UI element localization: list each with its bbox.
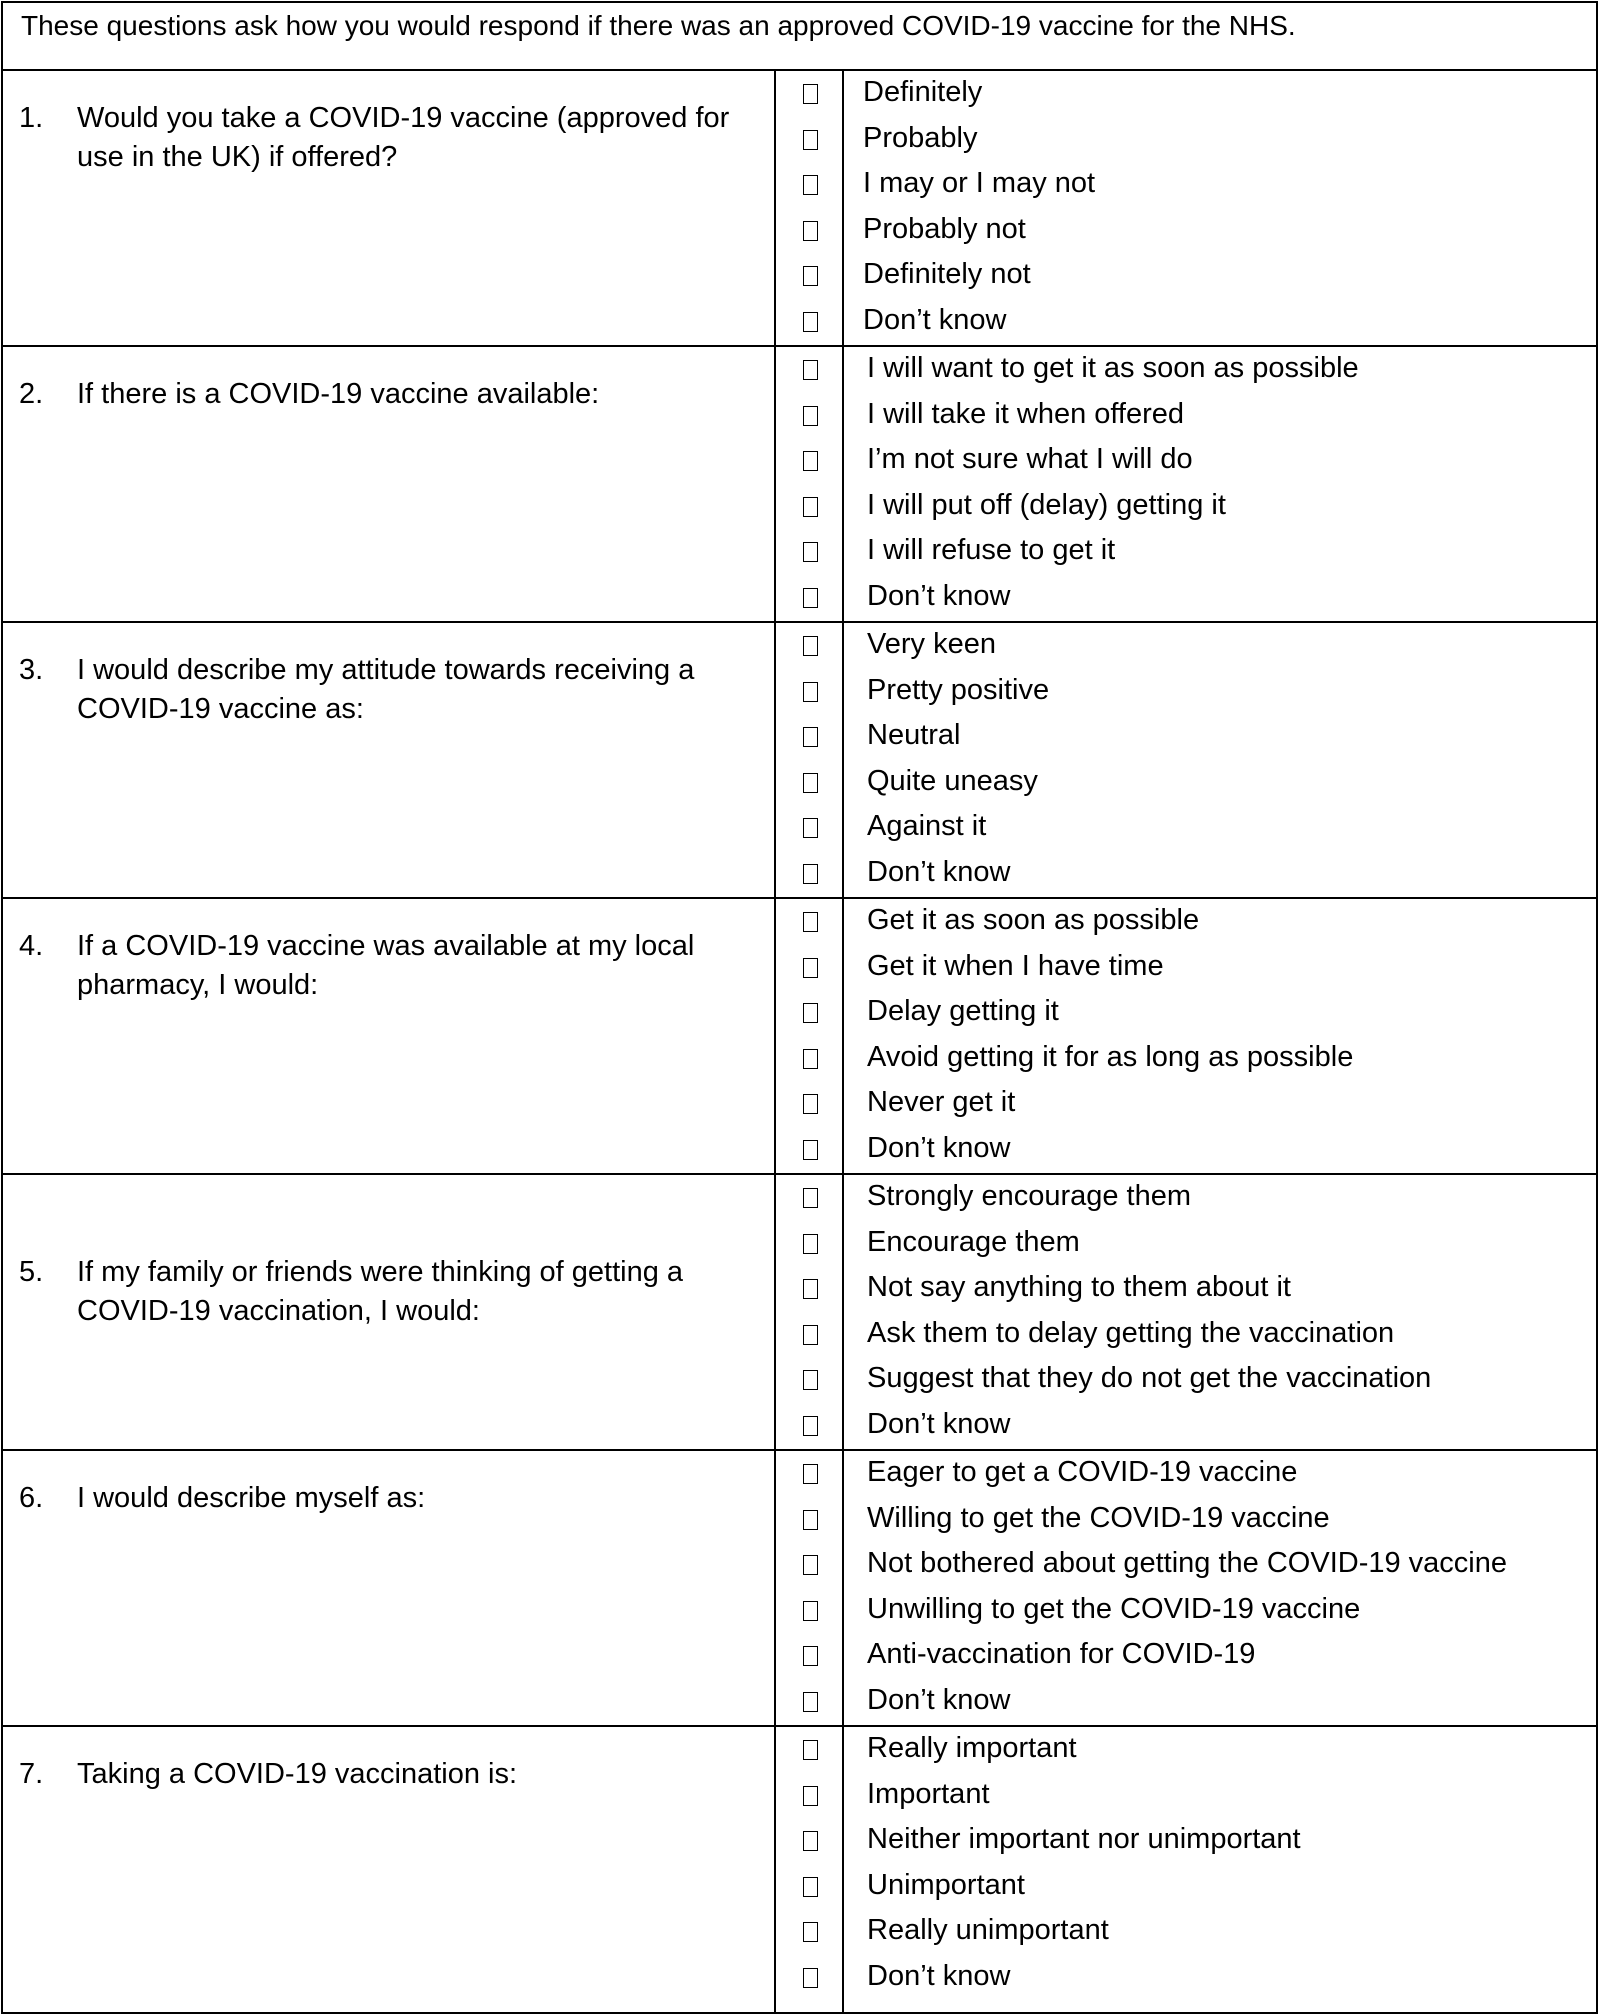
answer-option <box>3 1359 1596 1405</box>
answer-option <box>3 1544 1596 1590</box>
answer-option <box>3 1453 1596 1499</box>
answer-option-label: Don’t know <box>867 1132 1011 1164</box>
answer-checkbox[interactable] <box>803 1234 818 1254</box>
answer-option <box>3 301 1596 347</box>
answer-option-label: Definitely <box>863 76 983 108</box>
answer-option <box>3 119 1596 165</box>
answer-checkbox[interactable] <box>803 958 818 978</box>
answer-option-label: Probably <box>863 121 978 154</box>
question-row-2 <box>3 347 1596 623</box>
answer-checkbox[interactable] <box>803 1877 818 1897</box>
question-number: 1. <box>19 102 44 134</box>
answer-option <box>3 853 1596 899</box>
answer-checkbox[interactable] <box>803 682 818 702</box>
answer-option-label: I will want to get it as soon as possible <box>867 352 1359 384</box>
answer-checkbox[interactable] <box>803 1188 818 1208</box>
answer-option <box>3 1083 1596 1129</box>
answer-checkbox[interactable] <box>803 1740 818 1760</box>
answer-option <box>3 577 1596 623</box>
question-text: Would you take a COVID-19 vaccine (approved for use in the UK) if offered? <box>77 102 730 173</box>
answer-option <box>3 486 1596 532</box>
answer-checkbox[interactable] <box>803 266 818 286</box>
answer-checkbox[interactable] <box>803 1646 818 1666</box>
answer-option <box>3 1405 1596 1451</box>
answer-checkbox[interactable] <box>803 130 818 150</box>
answer-option <box>3 1268 1596 1314</box>
question-text: If my family or friends were thinking of getting a COVID-19 vaccination, I would: <box>77 1256 684 1327</box>
answer-option-label: Don’t know <box>867 856 1011 888</box>
question-number: 5. <box>19 1256 44 1288</box>
answer-option <box>3 716 1596 762</box>
question-row-7 <box>3 1727 1596 2003</box>
answer-option <box>3 671 1596 717</box>
question-row-6 <box>3 1451 1596 1727</box>
question-text: I would describe myself as: <box>77 1482 426 1514</box>
answer-option <box>3 807 1596 853</box>
answer-checkbox[interactable] <box>803 1049 818 1069</box>
answer-option <box>3 1177 1596 1223</box>
answer-checkbox[interactable] <box>803 1510 818 1530</box>
answer-checkbox[interactable] <box>803 542 818 562</box>
answer-checkbox[interactable] <box>803 727 818 747</box>
column-divider-right <box>842 71 844 2012</box>
answer-checkbox[interactable] <box>803 175 818 195</box>
answer-checkbox[interactable] <box>803 818 818 838</box>
answer-option-label: Anti-vaccination for COVID-19 <box>867 1638 1256 1671</box>
answer-option <box>3 992 1596 1038</box>
answer-option <box>3 1635 1596 1681</box>
answer-checkbox[interactable] <box>803 1279 818 1299</box>
answer-checkbox[interactable] <box>803 588 818 608</box>
question-text: I would describe my attitude towards receiving a COVID-19 vaccine as: <box>77 654 695 725</box>
answer-option-label: Delay getting it <box>867 995 1059 1028</box>
answer-option-label: Quite uneasy <box>867 764 1038 797</box>
answer-option-label: Get it when I have time <box>867 949 1164 982</box>
question-number: 4. <box>19 930 44 962</box>
question-text: If there is a COVID-19 vaccine available: <box>77 378 600 410</box>
answer-checkbox[interactable] <box>803 406 818 426</box>
answer-option-label: Don’t know <box>867 1684 1011 1716</box>
answer-option <box>3 1590 1596 1636</box>
answer-option-label: Really unimportant <box>867 1914 1109 1947</box>
answer-option-label: Avoid getting it for as long as possible <box>867 1040 1354 1073</box>
answer-checkbox[interactable] <box>803 1370 818 1390</box>
answer-option <box>3 1038 1596 1084</box>
answer-option <box>3 1729 1596 1775</box>
answer-checkbox[interactable] <box>803 360 818 380</box>
answer-option-label: I will refuse to get it <box>867 534 1116 567</box>
answer-checkbox[interactable] <box>803 1831 818 1851</box>
answer-option-label: Not say anything to them about it <box>867 1271 1291 1304</box>
answer-option-label: Unimportant <box>867 1868 1025 1901</box>
question-text: If a COVID-19 vaccine was available at my local pharmacy, I would: <box>77 930 695 1001</box>
question-row-4 <box>3 899 1596 1175</box>
answer-option-label: Unwilling to get the COVID-19 vaccine <box>867 1592 1361 1625</box>
answer-option <box>3 255 1596 301</box>
answer-option-label: Ask them to delay getting the vaccination <box>867 1316 1395 1349</box>
answer-option-label: Very keen <box>867 628 996 660</box>
answer-option <box>3 440 1596 486</box>
answer-checkbox[interactable] <box>803 1922 818 1942</box>
answer-option <box>3 1499 1596 1545</box>
answer-checkbox[interactable] <box>803 1464 818 1484</box>
answer-option-label: Don’t know <box>863 304 1007 336</box>
answer-checkbox[interactable] <box>803 451 818 471</box>
answer-option-label: Get it as soon as possible <box>867 904 1200 936</box>
answer-checkbox[interactable] <box>803 1692 818 1712</box>
answer-option-label: I may or I may not <box>863 167 1096 200</box>
answer-option <box>3 762 1596 808</box>
answer-option <box>3 1820 1596 1866</box>
answer-option-label: Important <box>867 1777 990 1810</box>
answer-checkbox[interactable] <box>803 1094 818 1114</box>
answer-checkbox[interactable] <box>803 1968 818 1988</box>
answer-option <box>3 531 1596 577</box>
answer-checkbox[interactable] <box>803 312 818 332</box>
answer-option-label: Don’t know <box>867 1960 1011 1992</box>
answer-option <box>3 395 1596 441</box>
answer-option-label: Neither important nor unimportant <box>867 1823 1301 1856</box>
answer-option <box>3 901 1596 947</box>
answer-option <box>3 1957 1596 2003</box>
answer-option <box>3 1129 1596 1175</box>
answer-option <box>3 210 1596 256</box>
column-divider-left <box>774 71 776 2012</box>
answer-option <box>3 947 1596 993</box>
answer-checkbox[interactable] <box>803 497 818 517</box>
answer-option-label: Definitely not <box>863 258 1031 291</box>
questionnaire-table <box>1 1 1598 2014</box>
question-number: 7. <box>19 1758 44 1790</box>
answer-option <box>3 1775 1596 1821</box>
answer-checkbox[interactable] <box>803 1003 818 1023</box>
answer-option-label: Neutral <box>867 719 961 752</box>
answer-option <box>3 1223 1596 1269</box>
answer-option-label: Encourage them <box>867 1225 1080 1258</box>
answer-checkbox[interactable] <box>803 912 818 932</box>
answer-option <box>3 1681 1596 1727</box>
answer-checkbox[interactable] <box>803 1140 818 1160</box>
answer-option-label: Strongly encourage them <box>867 1180 1192 1212</box>
answer-option-label: Don’t know <box>867 1408 1011 1440</box>
answer-option <box>3 164 1596 210</box>
answer-option-label: I will put off (delay) getting it <box>867 488 1226 521</box>
answer-option <box>3 1314 1596 1360</box>
answer-option <box>3 73 1596 119</box>
question-number: 3. <box>19 654 44 686</box>
answer-option-label: Against it <box>867 810 987 843</box>
answer-option-label: I will take it when offered <box>867 397 1185 430</box>
answer-option <box>3 1911 1596 1957</box>
question-text: Taking a COVID-19 vaccination is: <box>77 1758 518 1790</box>
answer-option-label: Not bothered about getting the COVID-19 vaccine <box>867 1547 1507 1580</box>
question-row-1 <box>3 71 1596 347</box>
answer-option <box>3 1866 1596 1912</box>
answer-option-label: Don’t know <box>867 580 1011 612</box>
answer-checkbox[interactable] <box>803 1325 818 1345</box>
question-row-3 <box>3 623 1596 899</box>
answer-option-label: Never get it <box>867 1086 1016 1119</box>
answer-option-label: Probably not <box>863 212 1026 245</box>
question-number: 2. <box>19 378 44 410</box>
answer-checkbox[interactable] <box>803 1555 818 1575</box>
answer-option-label: Suggest that they do not get the vaccination <box>867 1362 1432 1395</box>
answer-checkbox[interactable] <box>803 773 818 793</box>
answer-checkbox[interactable] <box>803 84 818 104</box>
answer-checkbox[interactable] <box>803 1416 818 1436</box>
answer-option-label: Willing to get the COVID-19 vaccine <box>867 1501 1330 1534</box>
answer-option <box>3 625 1596 671</box>
answer-option-label: Really important <box>867 1732 1077 1764</box>
answer-checkbox[interactable] <box>803 636 818 656</box>
answer-checkbox[interactable] <box>803 221 818 241</box>
answer-checkbox[interactable] <box>803 1786 818 1806</box>
answer-option <box>3 349 1596 395</box>
question-row-5 <box>3 1175 1596 1451</box>
answer-option-label: I’m not sure what I will do <box>867 443 1193 476</box>
answer-checkbox[interactable] <box>803 864 818 884</box>
answer-checkbox[interactable] <box>803 1601 818 1621</box>
intro-text: These questions ask how you would respond if there was an approved COVID-19 vaccine for the NHS. <box>3 3 1596 71</box>
answer-option-label: Eager to get a COVID-19 vaccine <box>867 1456 1298 1488</box>
question-number: 6. <box>19 1482 44 1514</box>
answer-option-label: Pretty positive <box>867 673 1050 706</box>
